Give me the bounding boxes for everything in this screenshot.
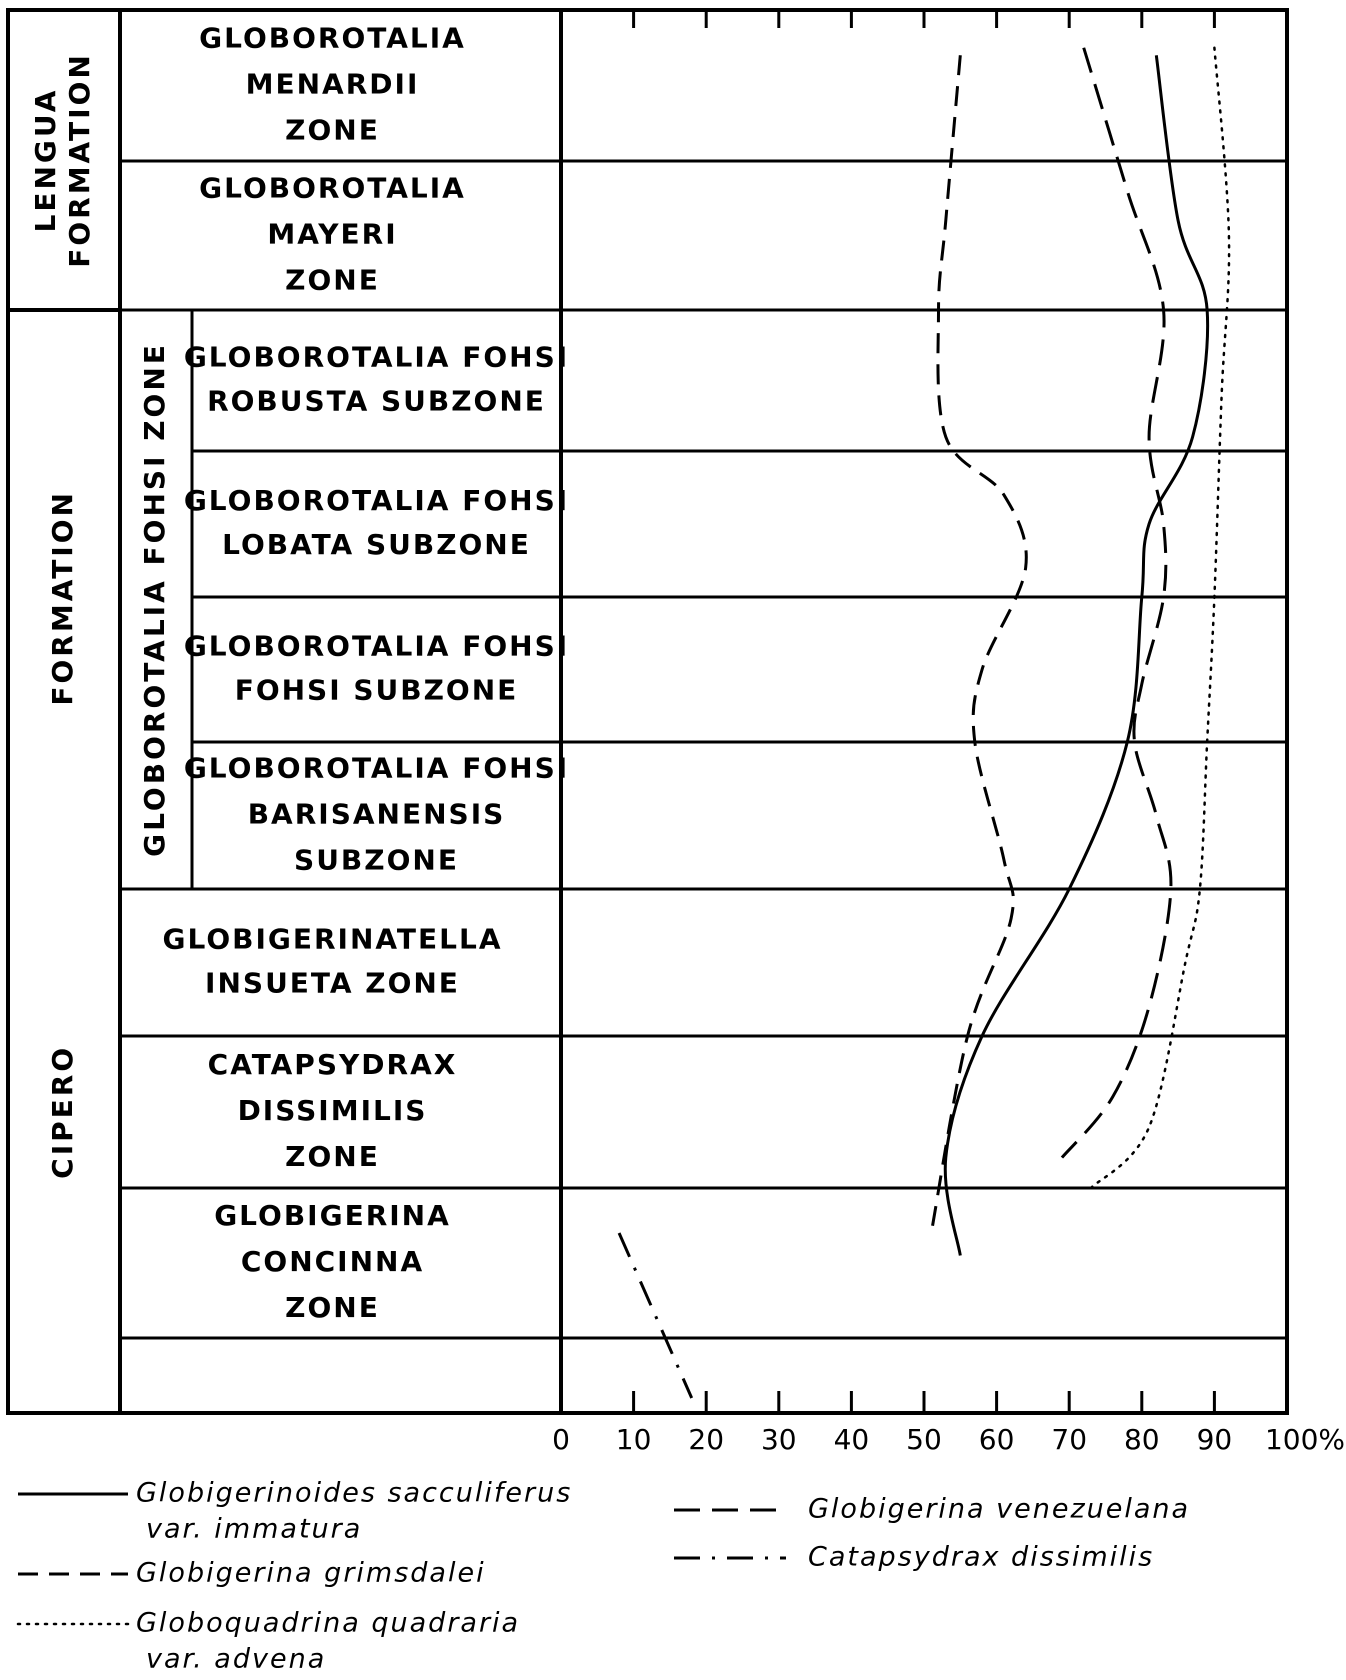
zone-label-dissimilis: ZONE bbox=[285, 1140, 380, 1173]
series-line-3 bbox=[1062, 48, 1171, 1158]
legend-label-2: var. advena bbox=[146, 1643, 327, 1675]
legend-label-3: Globigerina venezuelana bbox=[808, 1493, 1191, 1525]
zone-label-lobata: LOBATA SUBZONE bbox=[222, 528, 531, 561]
x-tick-label: 0 bbox=[552, 1423, 570, 1456]
zone-label-lobata: GLOBOROTALIA FOHSI bbox=[183, 484, 570, 517]
zone-group-label-text: GLOBOROTALIA FOHSI ZONE bbox=[138, 342, 171, 857]
x-tick-label: 60 bbox=[978, 1423, 1015, 1456]
zone-label-mayeri: GLOBOROTALIA bbox=[199, 171, 466, 205]
zone-label-mayeri: ZONE bbox=[285, 263, 380, 297]
zone-label-robusta: GLOBOROTALIA FOHSI bbox=[183, 340, 570, 374]
formation-label-lengua bbox=[29, 52, 96, 268]
x-tick-label: 80 bbox=[1123, 1423, 1160, 1456]
zone-label-concinna: ZONE bbox=[285, 1291, 380, 1324]
zone-label-robusta: ROBUSTA SUBZONE bbox=[207, 384, 546, 418]
formation-label-line: CIPERO bbox=[46, 1044, 79, 1179]
zone-label-insueta: GLOBIGERINATELLA bbox=[162, 922, 503, 956]
chart-frame bbox=[8, 10, 1287, 1413]
series-line-4 bbox=[619, 1233, 692, 1398]
zone-label-fohsi: GLOBOROTALIA FOHSI bbox=[183, 629, 570, 663]
zone-label-fohsi: FOHSI SUBZONE bbox=[234, 673, 519, 707]
legend-label-2: Globoquadrina quadraria bbox=[136, 1607, 521, 1639]
formation-label-line: FORMATION bbox=[46, 490, 79, 706]
zone-group-label bbox=[138, 342, 171, 857]
x-tick-label: 20 bbox=[688, 1423, 725, 1456]
x-tick-label: 50 bbox=[906, 1423, 942, 1456]
zone-label-dissimilis: DISSIMILIS bbox=[237, 1094, 428, 1127]
zone-label-mayeri: MAYERI bbox=[267, 217, 398, 251]
formation-label-line: FORMATION bbox=[63, 52, 96, 268]
zone-label-concinna: CONCINNA bbox=[240, 1245, 425, 1278]
zone-label-dissimilis: CATAPSYDRAX bbox=[207, 1048, 458, 1081]
zone-label-concinna: GLOBIGERINA bbox=[214, 1199, 451, 1232]
legend-label-0: Globigerinoides sacculiferus bbox=[136, 1477, 573, 1509]
zone-label-menardii: GLOBOROTALIA bbox=[199, 21, 466, 55]
zone-label-barisanensis: SUBZONE bbox=[294, 843, 459, 877]
x-tick-label: 30 bbox=[760, 1423, 797, 1456]
zone-label-barisanensis: BARISANENSIS bbox=[247, 797, 506, 831]
x-tick-label: 10 bbox=[615, 1423, 652, 1456]
x-unit-label: 100% bbox=[1264, 1423, 1346, 1456]
series-line-0 bbox=[945, 55, 1207, 1255]
zone-label-menardii: ZONE bbox=[285, 113, 380, 147]
x-tick-label: 40 bbox=[833, 1423, 870, 1456]
x-tick-label: 90 bbox=[1196, 1423, 1233, 1456]
zone-label-barisanensis: GLOBOROTALIA FOHSI bbox=[183, 751, 570, 785]
zone-label-menardii: MENARDII bbox=[245, 67, 420, 101]
zone-label-insueta: INSUETA ZONE bbox=[205, 966, 460, 1000]
series-line-1 bbox=[931, 55, 1026, 1233]
formation-label-line: LENGUA bbox=[29, 87, 62, 233]
x-tick-label: 70 bbox=[1051, 1423, 1088, 1456]
formation-label-cipero bbox=[46, 490, 79, 1179]
legend-label-1: Globigerina grimsdalei bbox=[136, 1557, 486, 1589]
legend-label-4: Catapsydrax dissimilis bbox=[808, 1541, 1155, 1573]
legend-label-0: var. immatura bbox=[146, 1513, 363, 1545]
